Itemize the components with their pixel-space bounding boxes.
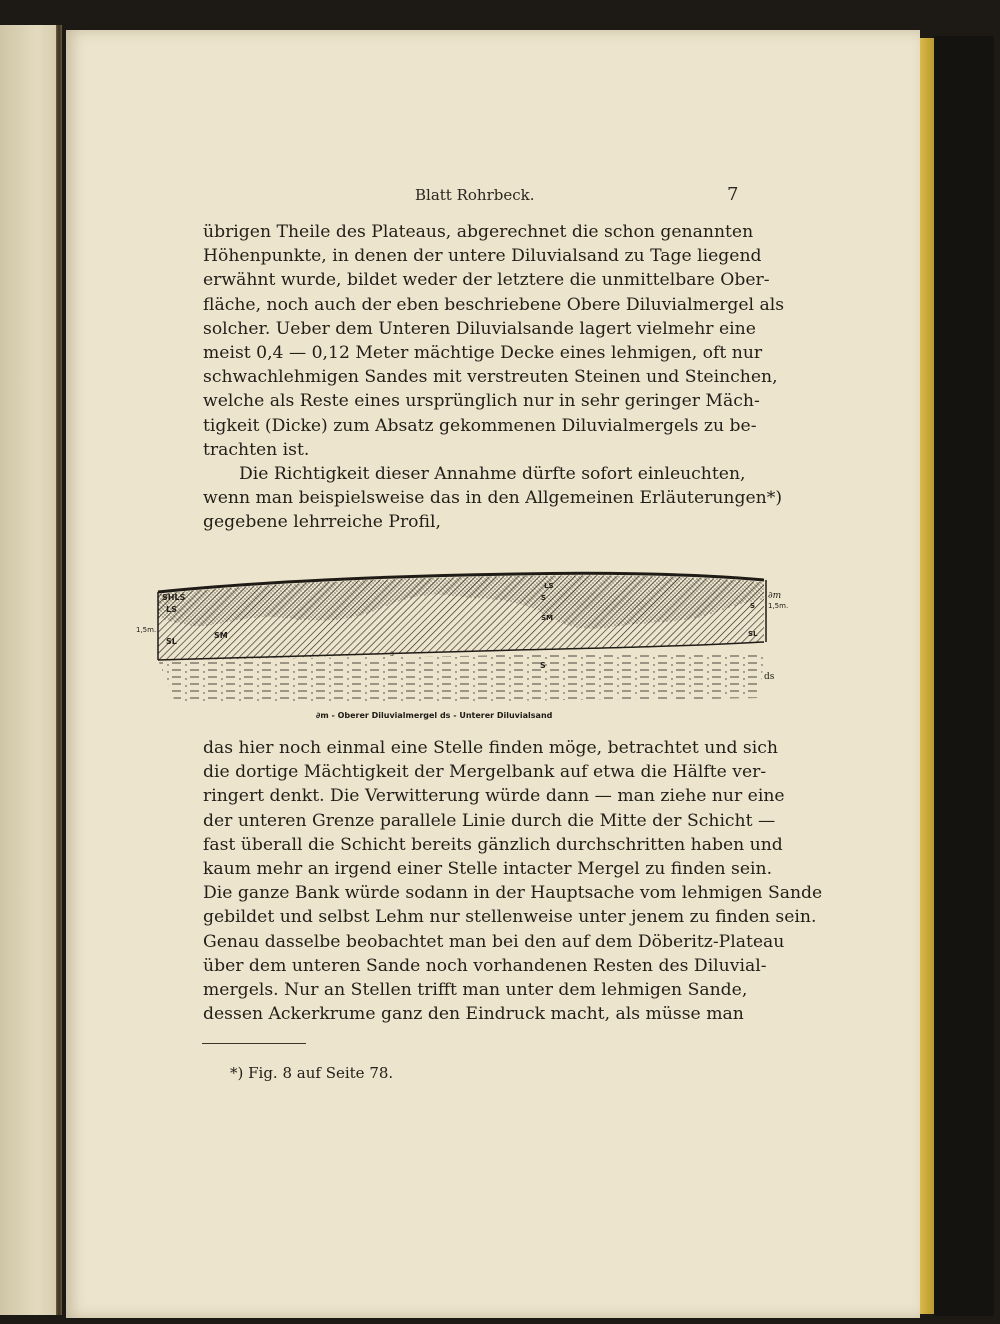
binding-spine: [56, 25, 62, 1315]
text-line: die dortige Mächtigkeit der Mergelbank auf etwa die Hälfte ver-: [203, 762, 767, 783]
label-sm: SM: [214, 631, 228, 640]
text-line: gegebene lehrreiche Profil,: [203, 512, 441, 533]
text-line: Die ganze Bank würde sodann in der Hauptsache vom lehmigen Sande: [203, 883, 823, 904]
text-line: das hier noch einmal eine Stelle finden möge, betrachtet und sich: [203, 738, 778, 758]
running-title: Blatt Rohrbeck.: [415, 186, 535, 204]
text-line: gebildet und selbst Lehm nur stellenweise unter jenem zu finden sein.: [203, 907, 817, 928]
text-line: fläche, noch auch der eben beschriebene Obere Diluvialmergel als: [203, 294, 785, 315]
inner-label-s-right: S: [750, 602, 756, 610]
text-line: übrigen Theile des Plateaus, abgerechnet die schon genannten: [203, 222, 754, 242]
text-line: fast überall die Schicht bereits gänzlich durchschritten haben und: [203, 834, 783, 855]
inner-label-sm: SM: [541, 614, 554, 622]
text-line: meist 0,4 — 0,12 Meter mächtige Decke eines lehmigen, oft nur: [203, 342, 763, 363]
geological-profile-figure: [136, 562, 790, 722]
inner-label-s-left: S: [390, 651, 394, 658]
paragraph-2: [203, 736, 823, 1026]
inner-label-s-lower: S: [540, 661, 546, 670]
running-header: [0, 186, 1000, 208]
footnote-rule: [202, 1043, 306, 1044]
gilt-page-edge: [920, 38, 934, 1314]
right-symbol-ds: ds: [764, 672, 775, 682]
label-ls: LS: [166, 605, 177, 614]
text-line: dessen Ackerkrume ganz den Eindruck macht, als müsse man: [203, 1004, 744, 1025]
inner-label-s-top: S: [541, 594, 547, 602]
label-sl: SL: [166, 637, 177, 646]
book-cover: [934, 36, 994, 1316]
text-line: mergels. Nur an Stellen trifft man unter dem lehmigen Sande,: [203, 979, 748, 1000]
right-scale-label: 1,5m.: [768, 602, 789, 610]
right-symbol-dm: ∂m: [768, 591, 782, 601]
page-number: 7: [727, 184, 739, 205]
lower-sand-layer: [158, 652, 764, 704]
text-line: Höhenpunkte, in denen der untere Diluvialsand zu Tage liegend: [203, 246, 762, 267]
text-line: ringert denkt. Die Verwitterung würde dann — man ziehe nur eine: [203, 786, 785, 807]
text-line: tigkeit (Dicke) zum Absatz gekommenen Diluvialmergels zu be-: [203, 415, 757, 436]
figure-caption: ∂m - Oberer Diluvialmergel ds - Unterer Diluvialsand: [316, 711, 553, 720]
footnote: *) Fig. 8 auf Seite 78.: [230, 1064, 394, 1082]
text-line: Die Richtigkeit dieser Annahme dürfte sofort einleuchten,: [239, 463, 746, 484]
inner-label-sl-right: SL: [748, 630, 758, 638]
text-line: wenn man beispielsweise das in den Allgemeinen Erläuterungen*): [203, 488, 783, 509]
text-line: erwähnt wurde, bildet weder der letztere die unmittelbare Ober-: [203, 270, 770, 291]
inner-label-ls: LS: [544, 582, 554, 590]
text-line: kaum mehr an irgend einer Stelle intacter Mergel zu finden sein.: [203, 858, 773, 879]
text-line: trachten ist.: [203, 439, 310, 460]
text-line: solcher. Ueber dem Unteren Diluvialsande lagert vielmehr eine: [203, 318, 756, 339]
text-line: über dem unteren Sande noch vorhandenen Resten des Diluvial-: [203, 955, 767, 976]
text-line: welche als Reste eines ursprünglich nur in sehr geringer Mäch-: [203, 391, 760, 412]
text-line: schwachlehmigen Sandes mit verstreuten Steinen und Steinchen,: [203, 367, 778, 388]
facing-page-edge: [0, 25, 62, 1315]
left-scale-label: 1,5m.: [136, 626, 157, 634]
label-shls: SHLS: [162, 593, 186, 602]
text-line: Genau dasselbe beobachtet man bei den auf dem Döberitz-Plateau: [203, 931, 785, 952]
text-line: der unteren Grenze parallele Linie durch die Mitte der Schicht —: [203, 810, 776, 831]
paragraph-1: [203, 220, 785, 534]
